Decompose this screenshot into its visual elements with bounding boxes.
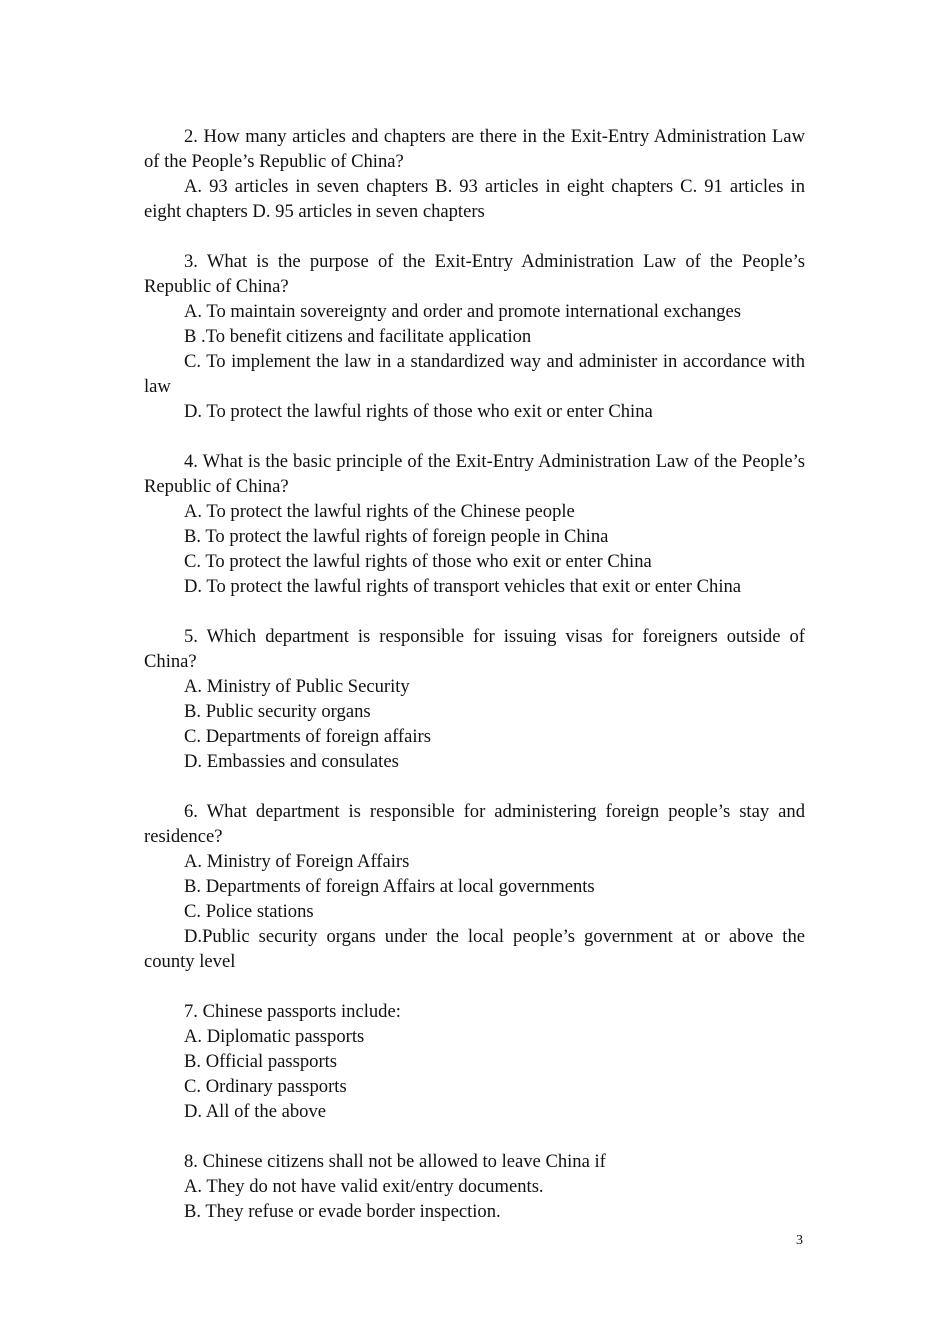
question-6 bbox=[144, 799, 805, 974]
option-c: C. Ordinary passports bbox=[184, 1076, 347, 1097]
question-7 bbox=[144, 999, 805, 1124]
option-d: D. Embassies and consulates bbox=[184, 751, 399, 772]
option-a: A. Ministry of Public Security bbox=[184, 676, 410, 697]
document-page bbox=[144, 124, 805, 1224]
option-b: B. To protect the lawful rights of foreign people in China bbox=[184, 526, 609, 547]
option-c: C. To implement the law in a standardized way and administer in accordance with law bbox=[144, 351, 805, 397]
option-b: B. Departments of foreign Affairs at local governments bbox=[184, 876, 595, 897]
question-prompt: 3. What is the purpose of the Exit-Entry Administration Law of the People’s Republic of China? bbox=[144, 251, 805, 297]
question-options-inline: A. 93 articles in seven chapters B. 93 articles in eight chapters C. 91 articles in eight chapters D. 95 articles in seven chapters bbox=[144, 176, 805, 222]
question-prompt: 4. What is the basic principle of the Exit-Entry Administration Law of the People’s Republic of China? bbox=[144, 451, 805, 497]
option-c: C. To protect the lawful rights of those who exit or enter China bbox=[184, 551, 652, 572]
option-a: A. Ministry of Foreign Affairs bbox=[184, 851, 410, 872]
question-8 bbox=[144, 1149, 805, 1224]
question-prompt: 6. What department is responsible for administering foreign people’s stay and residence? bbox=[144, 801, 805, 847]
option-b: B. They refuse or evade border inspection. bbox=[184, 1201, 501, 1222]
option-d: D.Public security organs under the local people’s government at or above the county level bbox=[144, 926, 805, 972]
question-3 bbox=[144, 249, 805, 424]
question-2 bbox=[144, 124, 805, 224]
question-prompt: 2. How many articles and chapters are there in the Exit-Entry Administration Law of the People’s Republic of China? bbox=[144, 126, 805, 172]
option-a: A. They do not have valid exit/entry documents. bbox=[184, 1176, 544, 1197]
option-d: D. To protect the lawful rights of those who exit or enter China bbox=[184, 401, 653, 422]
question-prompt: 8. Chinese citizens shall not be allowed to leave China if bbox=[184, 1151, 606, 1172]
option-d: D. To protect the lawful rights of transport vehicles that exit or enter China bbox=[184, 576, 742, 597]
question-prompt: 5. Which department is responsible for issuing visas for foreigners outside of China? bbox=[144, 626, 805, 672]
option-b: B. Official passports bbox=[184, 1051, 338, 1072]
question-4 bbox=[144, 449, 805, 599]
option-c: C. Police stations bbox=[184, 901, 314, 922]
option-b: B .To benefit citizens and facilitate application bbox=[184, 326, 532, 347]
option-b: B. Public security organs bbox=[184, 701, 371, 722]
question-prompt: 7. Chinese passports include: bbox=[184, 1001, 401, 1022]
option-a: A. To maintain sovereignty and order and promote international exchanges bbox=[184, 301, 742, 322]
page-number: 3 bbox=[796, 1233, 803, 1248]
option-a: A. Diplomatic passports bbox=[184, 1026, 365, 1047]
option-c: C. Departments of foreign affairs bbox=[184, 726, 431, 747]
option-d: D. All of the above bbox=[184, 1101, 327, 1122]
question-5 bbox=[144, 624, 805, 774]
option-a: A. To protect the lawful rights of the Chinese people bbox=[184, 501, 575, 522]
